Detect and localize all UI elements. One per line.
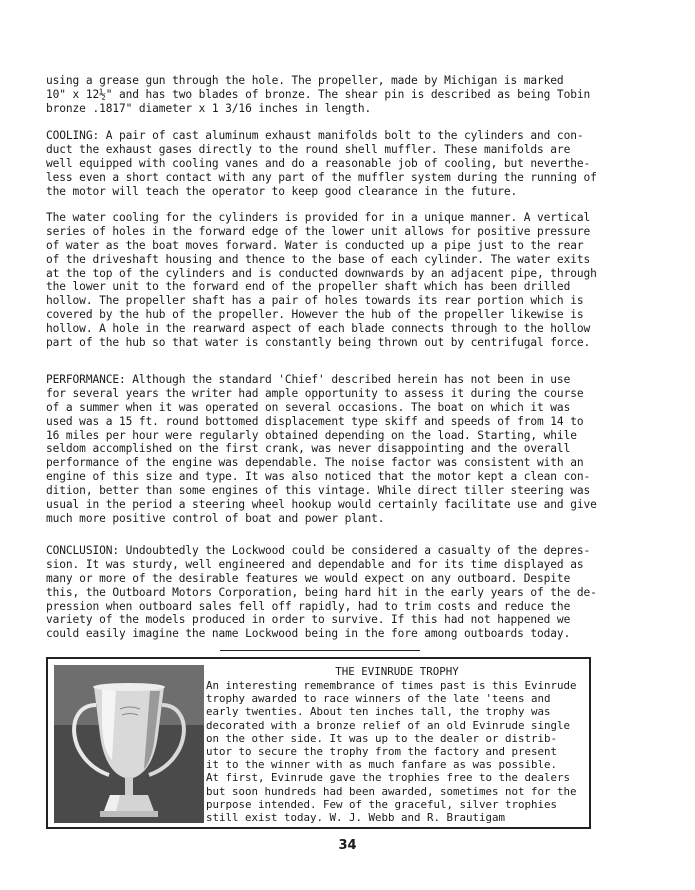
text-line: 10" x 12½" and has two blades of bronze. The shear pin is described as being Tobin xyxy=(46,87,591,101)
text-line: of a summer when it was operated on several occasions. The boat on which it was xyxy=(46,400,571,414)
caption-line: trophy awarded to race winners of the late 'teens and xyxy=(206,692,551,706)
caption-line: At first, Evinrude gave the trophies free to the dealers xyxy=(206,771,571,785)
paragraph-water-cooling xyxy=(46,211,606,350)
text-line: performance of the engine was dependable. The noise factor was consistent with an xyxy=(46,456,584,470)
text-line: 16 miles per hour were regularly obtained depending on the load. Starting, while xyxy=(46,428,577,442)
caption-line: it to the winner with as much fanfare as was possible. xyxy=(206,758,558,772)
text-line: using a grease gun through the hole. The propeller, made by Michigan is marked xyxy=(46,74,564,87)
text-line: The water cooling for the cylinders is provided for in a unique manner. A vertical xyxy=(46,211,591,224)
text-line: hollow. A hole in the rearward aspect of each blade connects through to the hollow xyxy=(46,322,591,336)
caption-line: utor to secure the trophy from the factory and present xyxy=(206,744,558,758)
text-line: variety of the models produced in order to survive. If this had not happened we xyxy=(46,613,571,627)
text-line: sion. It was sturdy, well engineered and dependable and for its time displayed as xyxy=(46,557,584,571)
text-line: engine of this size and type. It was also noticed that the motor kept a clean con- xyxy=(46,470,591,484)
text-line: covered by the hub of the propeller. However the hub of the propeller likewise is xyxy=(46,308,584,322)
text-line: series of holes in the forward edge of the lower unit allows for positive pressure xyxy=(46,224,591,238)
paragraph-performance xyxy=(46,373,606,526)
caption-line: on the other side. It was up to the dealer or distrib- xyxy=(206,731,558,745)
text-line: part of the hub so that water is constantly being thrown out by centrifugal force. xyxy=(46,336,591,350)
text-line: the motor will teach the operator to keep good clearance in the future. xyxy=(46,184,518,198)
text-line: of the driveshaft housing and thence to the base of each cylinder. The water exits xyxy=(46,252,591,266)
text-line: well equipped with cooling vanes and do a reasonable job of cooling, but neverthe- xyxy=(46,156,591,170)
caption-line: early twenties. About ten inches tall, the trophy was xyxy=(206,705,551,719)
text-line: COOLING: A pair of cast aluminum exhaust manifolds bolt to the cylinders and con- xyxy=(46,129,584,142)
text-line: at the top of the cylinders and is conducted downwards by an adjacent pipe, through xyxy=(46,266,597,280)
text-line: bronze .1817" diameter x 1 3/16 inches in length. xyxy=(46,101,372,115)
section-divider xyxy=(220,650,420,651)
text-line: duct the exhaust gases directly to the round shell muffler. These manifolds are xyxy=(46,142,571,156)
text-line: much more positive control of boat and power plant. xyxy=(46,511,385,525)
text-line: usual in the period a steering wheel hookup would certainly facilitate use and give xyxy=(46,498,597,512)
text-line: many or more of the desirable features we would expect on any outboard. Despite xyxy=(46,571,571,585)
caption-line: but soon hundreds had been awarded, sometimes not for the xyxy=(206,784,577,798)
text-line: could easily imagine the name Lockwood being in the fore among outboards today. xyxy=(46,627,571,641)
text-line: hollow. The propeller shaft has a pair of holes towards its rear portion which is xyxy=(46,294,584,308)
text-line: of water as the boat moves forward. Water is conducted up a pipe just to the rear xyxy=(46,238,584,252)
text-line: the lower unit to the forward end of the propeller shaft which has been drilled xyxy=(46,280,571,294)
trophy-sidebar xyxy=(46,657,591,829)
text-line: dition, better than some engines of this vintage. While direct tiller steering was xyxy=(46,484,591,498)
text-line: PERFORMANCE: Although the standard 'Chief' described herein has not been in use xyxy=(46,373,571,386)
paragraph-propeller xyxy=(46,74,606,116)
caption-line: still exist today. W. J. Webb and R. Brautigam xyxy=(206,810,506,824)
page-number: 34 xyxy=(338,838,357,853)
trophy-title: THE EVINRUDE TROPHY xyxy=(335,665,459,678)
trophy-caption xyxy=(206,665,588,824)
caption-line: purpose intended. Few of the graceful, silver trophies xyxy=(206,797,558,811)
paragraph-cooling xyxy=(46,129,606,198)
text-line: this, the Outboard Motors Corporation, being hard hit in the early years of the de- xyxy=(46,585,597,599)
caption-line: decorated with a bronze relief of an old Evinrude single xyxy=(206,718,571,732)
trophy-image xyxy=(54,665,204,823)
text-line: used was a 15 ft. round bottomed displacement type skiff and speeds of from 14 to xyxy=(46,414,584,428)
text-line: pression when outboard sales fell off rapidly, had to trim costs and reduce the xyxy=(46,599,571,613)
caption-line: An interesting remembrance of times past is this Evinrude xyxy=(206,679,577,692)
text-line: CONCLUSION: Undoubtedly the Lockwood could be considered a casualty of the depres- xyxy=(46,544,591,557)
text-line: seldom accomplished on the first crank, was never disappointing and the overall xyxy=(46,442,571,456)
text-line: for several years the writer had ample opportunity to assess it during the course xyxy=(46,386,584,400)
trophy-photo xyxy=(54,665,204,823)
paragraph-conclusion xyxy=(46,544,606,641)
text-line: less even a short contact with any part of the muffler system during the running of xyxy=(46,170,597,184)
